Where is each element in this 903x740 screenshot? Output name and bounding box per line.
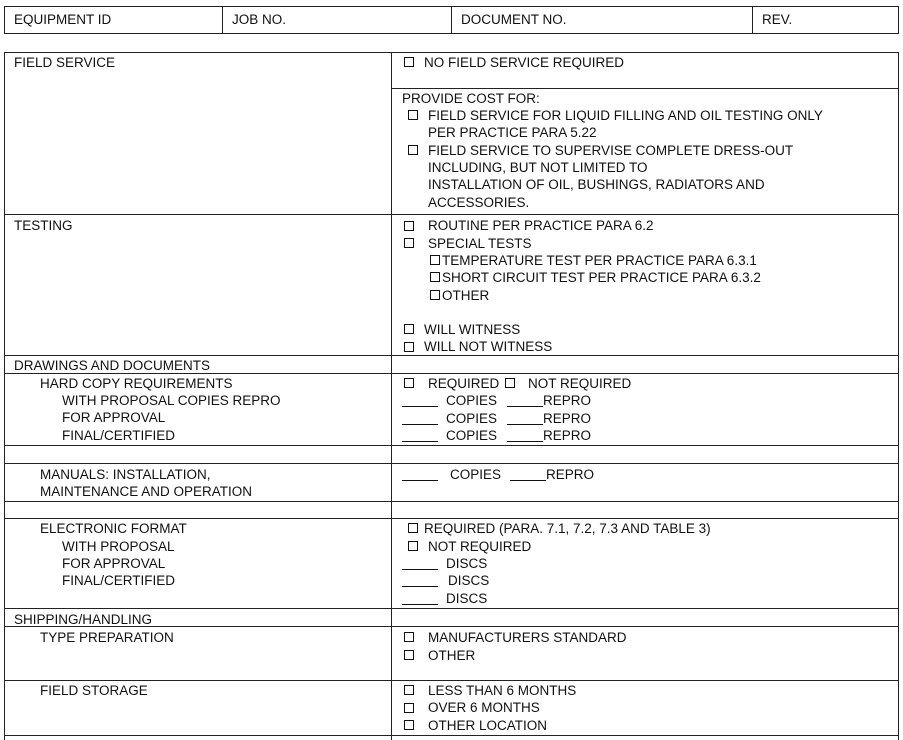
drawings-label: DRAWINGS AND DOCUMENTS: [14, 358, 211, 373]
electronic-not-required-label: NOT REQUIRED: [428, 539, 532, 554]
shipping-label: SHIPPING/HANDLING: [14, 612, 153, 627]
special-tests-label: SPECIAL TESTS: [428, 236, 532, 251]
other-location-checkbox[interactable]: [404, 720, 414, 730]
manuals-repro-blank[interactable]: [510, 480, 546, 481]
special-tests-checkbox[interactable]: [404, 238, 414, 248]
routine-checkbox[interactable]: [404, 221, 414, 231]
approval-repro-blank[interactable]: [507, 424, 543, 425]
temperature-test-checkbox[interactable]: [430, 255, 440, 265]
short-circuit-checkbox[interactable]: [430, 272, 440, 282]
hard-copy-not-required-label: NOT REQUIRED: [528, 376, 632, 391]
dress-out-line1: FIELD SERVICE TO SUPERVISE COMPLETE DRESS-OUT: [428, 143, 794, 158]
hard-copy-label: HARD COPY REQUIREMENTS: [40, 376, 233, 391]
liquid-filling-line2: PER PRACTICE PARA 5.22: [428, 125, 597, 140]
over-6-checkbox[interactable]: [404, 703, 414, 713]
liquid-filling-checkbox[interactable]: [408, 110, 418, 120]
electronic-final-certified-label: FINAL/CERTIFIED: [62, 573, 176, 588]
field-service-label: FIELD SERVICE: [14, 55, 116, 70]
job-no-field[interactable]: JOB NO.: [232, 12, 287, 27]
manufacturers-standard-checkbox[interactable]: [404, 632, 414, 642]
electronic-required-checkbox[interactable]: [408, 523, 418, 533]
routine-label: ROUTINE PER PRACTICE PARA 6.2: [428, 218, 654, 233]
less-than-6-label: LESS THAN 6 MONTHS: [428, 683, 577, 698]
equipment-id-field[interactable]: EQUIPMENT ID: [14, 12, 112, 27]
will-not-witness-checkbox[interactable]: [404, 342, 414, 352]
dress-out-line2: INCLUDING, BUT NOT LIMITED TO: [428, 160, 648, 175]
dress-out-line4: ACCESSORIES.: [428, 195, 530, 210]
manuals-repro-label: REPRO: [546, 467, 595, 482]
short-circuit-label: SHORT CIRCUIT TEST PER PRACTICE PARA 6.3.2: [442, 270, 761, 285]
manuals-line2: MAINTENANCE AND OPERATION: [40, 484, 253, 499]
final-repro-blank[interactable]: [507, 441, 543, 442]
other-location-label: OTHER LOCATION: [428, 718, 548, 733]
field-storage-label: FIELD STORAGE: [40, 683, 148, 698]
electronic-for-approval-label: FOR APPROVAL: [62, 556, 166, 571]
electronic-required-label: REQUIRED (PARA. 7.1, 7.2, 7.3 AND TABLE 3): [424, 521, 711, 536]
dress-out-checkbox[interactable]: [408, 145, 418, 155]
hard-copy-required-label: REQUIRED: [428, 376, 500, 391]
final-copies-blank[interactable]: [402, 441, 438, 442]
liquid-filling-line1: FIELD SERVICE FOR LIQUID FILLING AND OIL TESTING ONLY: [428, 108, 823, 123]
approval-discs-blank[interactable]: [402, 586, 438, 587]
proposal-repro-label: REPRO: [543, 393, 592, 408]
with-proposal-copies-label: WITH PROPOSAL COPIES REPRO: [62, 393, 281, 408]
other-test-checkbox[interactable]: [430, 290, 440, 300]
manuals-copies-blank[interactable]: [402, 480, 438, 481]
other-test-label: OTHER: [442, 288, 490, 303]
will-witness-label: WILL WITNESS: [424, 322, 521, 337]
proposal-discs-label: DISCS: [446, 556, 488, 571]
prep-other-label: OTHER: [428, 648, 476, 663]
prep-other-checkbox[interactable]: [404, 650, 414, 660]
manuals-line1: MANUALS: INSTALLATION,: [40, 467, 211, 482]
rev-field[interactable]: REV.: [762, 12, 793, 27]
testing-label: TESTING: [14, 218, 73, 233]
proposal-repro-blank[interactable]: [507, 406, 543, 407]
manufacturers-standard-label: MANUFACTURERS STANDARD: [428, 630, 627, 645]
approval-discs-label: DISCS: [448, 573, 490, 588]
final-certified-label: FINAL/CERTIFIED: [62, 428, 176, 443]
proposal-copies-label: COPIES: [446, 393, 498, 408]
electronic-with-proposal-label: WITH PROPOSAL: [62, 539, 175, 554]
provide-cost-label: PROVIDE COST FOR:: [402, 91, 540, 106]
electronic-not-required-checkbox[interactable]: [408, 541, 418, 551]
hard-copy-not-required-checkbox[interactable]: [505, 378, 515, 388]
temperature-test-label: TEMPERATURE TEST PER PRACTICE PARA 6.3.1: [442, 253, 757, 268]
proposal-discs-blank[interactable]: [402, 569, 438, 570]
over-6-label: OVER 6 MONTHS: [428, 700, 540, 715]
no-field-service-checkbox[interactable]: [404, 57, 414, 67]
electronic-format-label: ELECTRONIC FORMAT: [40, 521, 187, 536]
no-field-service-label: NO FIELD SERVICE REQUIRED: [424, 55, 625, 70]
hard-copy-required-checkbox[interactable]: [404, 378, 414, 388]
approval-repro-label: REPRO: [543, 411, 592, 426]
will-witness-checkbox[interactable]: [404, 324, 414, 334]
approval-copies-blank[interactable]: [402, 424, 438, 425]
document-no-field[interactable]: DOCUMENT NO.: [461, 12, 567, 27]
final-discs-blank[interactable]: [402, 604, 438, 605]
less-than-6-checkbox[interactable]: [404, 685, 414, 695]
type-preparation-label: TYPE PREPARATION: [40, 630, 174, 645]
final-repro-label: REPRO: [543, 428, 592, 443]
proposal-copies-blank[interactable]: [402, 406, 438, 407]
will-not-witness-label: WILL NOT WITNESS: [424, 339, 553, 354]
dress-out-line3: INSTALLATION OF OIL, BUSHINGS, RADIATORS AND: [428, 177, 765, 192]
manuals-copies-label: COPIES: [450, 467, 502, 482]
for-approval-label: FOR APPROVAL: [62, 410, 166, 425]
final-copies-label: COPIES: [446, 428, 498, 443]
approval-copies-label: COPIES: [446, 411, 498, 426]
final-discs-label: DISCS: [446, 591, 488, 606]
